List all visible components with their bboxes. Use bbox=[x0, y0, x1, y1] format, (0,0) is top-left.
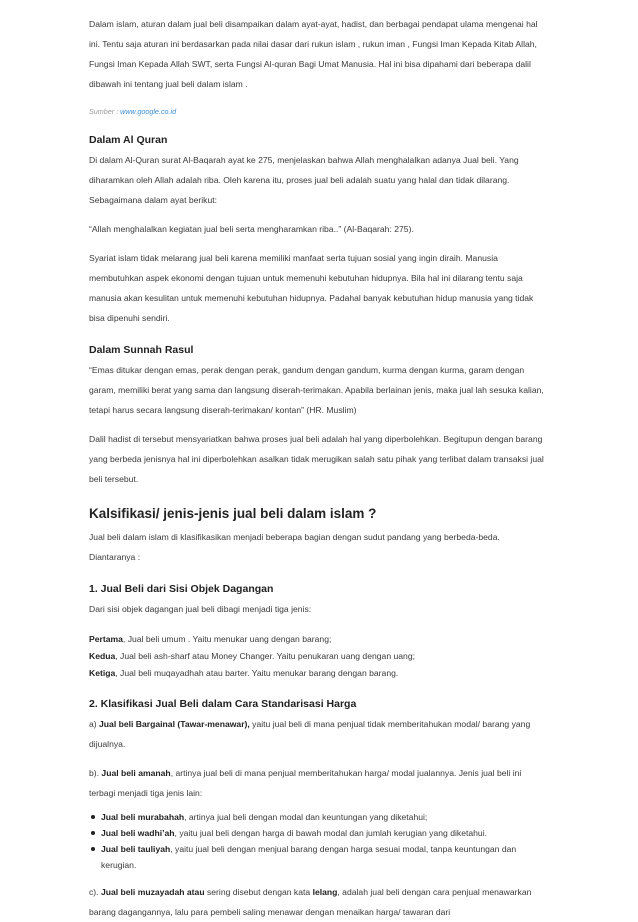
item-prefix: a) bbox=[89, 719, 100, 729]
source-link[interactable]: www.google.co.id bbox=[120, 107, 177, 116]
list-term: Ketiga bbox=[89, 668, 116, 678]
heading-klasifikasi: Kalsifikasi/ jenis-jenis jual beli dalam islam ? bbox=[89, 506, 377, 521]
heading-section-1: 1. Jual Beli dari Sisi Objek Dagangan bbox=[89, 583, 274, 595]
item-text: , adalah jual beli dengan cara penjual menawarkan barang dagangannya, lalu para pembeli saling menawar dengan menaikan harga/ tawaran dari bbox=[89, 887, 532, 917]
item-term: lelang bbox=[312, 887, 338, 897]
item-term: Jual beli muzayadah atau bbox=[100, 887, 205, 897]
sunnah-paragraph-2: Dalil hadist di tersebut mensyariatkan bahwa proses jual beli adalah hal yang diperbolehkan. Begitupun dengan barang yang berbeda jenisnya hal ini diperbolehkan asalkan tidak merugikan salah satu pihak yang terlibat dalam transaksi jual beli tersebut. bbox=[89, 434, 544, 484]
klasifikasi-paragraph: Jual beli dalam islam di klasifikasikan menjadi beberapa bagian dengan sudut pandang yang berbeda-beda. Diantaranya : bbox=[89, 532, 500, 562]
heading-section-2: 2. Klasifikasi Jual Beli dalam Cara Standarisasi Harga bbox=[89, 698, 357, 710]
item-text: , artinya jual beli di mana penjual memberitahukan harga/ modal jualannya. Jenis jual beli ini terbagi menjadi tiga jenis lain: bbox=[89, 768, 522, 798]
item-text: , yaitu jual beli dengan menjual barang dengan harga sesuai modal, tanpa keuntungan dan kerugian. bbox=[101, 844, 517, 870]
source-line bbox=[89, 106, 547, 118]
item-text: , yaitu jual beli dengan harga di bawah modal dan jumlah kerugian yang diketahui. bbox=[174, 828, 487, 838]
sunnah-paragraph-1: “Emas ditukar dengan emas, perak dengan perak, gandum dengan gandum, kurma dengan kurma, garam dengan garam, memiliki berat yang sama dan langsung diserah-terimakan. Apabila berlainan jenis, maka jual lah sesuka kalian, tetapi harus secara langsung diserah-terimakan/ kontan” (HR. Muslim) bbox=[89, 365, 544, 415]
source-label: Sumber : bbox=[89, 107, 121, 116]
item-term: Jual beli amanah bbox=[101, 768, 171, 778]
list-term: Kedua bbox=[89, 651, 116, 661]
intro-paragraph: Dalam islam, aturan dalam jual beli disampaikan dalam ayat-ayat, hadist, dan berbagai pendapat ulama mengenai hal ini. Tentu saja aturan ini berdasarkan pada nilai dasar dari rukun islam , rukun iman , Fungsi Iman Kepada Kitab Allah, Fungsi Iman Kepada Allah SWT, serta Fungsi Al-quran Bagi Umat Manusia. Hal ini bisa dipahami dari beberapa dalil dibawah ini tentang jual beli dalam islam . bbox=[89, 19, 538, 89]
heading-al-quran: Dalam Al Quran bbox=[89, 134, 168, 146]
item-text: sering disebut dengan kata bbox=[204, 887, 313, 897]
section-2-item-a bbox=[89, 714, 547, 754]
list-item bbox=[101, 841, 547, 873]
article bbox=[89, 14, 547, 922]
item-term: Jual beli murabahah bbox=[101, 812, 185, 822]
item-term: Jual beli Bargainal (Tawar-menawar), bbox=[99, 719, 250, 729]
heading-sunnah-rasul: Dalam Sunnah Rasul bbox=[89, 344, 194, 356]
list-item bbox=[101, 825, 547, 841]
quran-paragraph-2: Syariat islam tidak melarang jual beli karena memiliki manfaat serta tujuan sosial yang ingin diraih. Manusia membutuhkan aspek ekonomi dengan tujuan untuk memenuhi kebutuhan hidupnya. Bila hal ini dilarang tentu saja manusia akan kesulitan untuk memenuhi kebutuhan hidupnya. Padahal banyak kebutuhan hidup manusia yang tidak bisa dipenuhi sendiri. bbox=[89, 253, 534, 323]
quran-paragraph-1: Di dalam Al-Quran surat Al-Baqarah ayat ke 275, menjelaskan bahwa Allah menghalalkan adanya Jual beli. Yang diharamkan oleh Allah adalah riba. Oleh karena itu, proses jual beli adalah suatu yang halal dan tidak dilarang. Sebagaimana dalam ayat berikut: bbox=[89, 155, 519, 205]
list-term: Pertama bbox=[89, 634, 123, 644]
section-1-intro: Dari sisi objek dagangan jual beli dibagi menjadi tiga jenis: bbox=[89, 604, 312, 614]
item-text: yaitu jual beli di mana penjual tidak memberitahukan modal/ barang yang dijualnya. bbox=[89, 719, 531, 749]
list-text: , Jual beli umum . Yaitu menukar uang dengan barang; bbox=[122, 634, 332, 644]
section-1-list bbox=[89, 631, 547, 682]
amanah-bullet-list bbox=[89, 809, 547, 873]
item-term: Jual beli wadhi’ah bbox=[101, 828, 175, 838]
section-2-item-c bbox=[89, 882, 547, 922]
section-2-item-b bbox=[89, 763, 547, 803]
list-text: , Jual beli muqayadhah atau barter. Yaitu menukar barang dengan barang. bbox=[115, 668, 399, 678]
item-term: Jual beli tauliyah bbox=[101, 844, 171, 854]
item-text: , artinya jual beli dengan modal dan keuntungan yang diketahui; bbox=[184, 812, 428, 822]
list-text: , Jual beli ash-sharf atau Money Changer. Yaitu penukaran uang dengan uang; bbox=[115, 651, 415, 661]
quran-quote: “Allah menghalalkan kegiatan jual beli serta mengharamkan riba..” (Al-Baqarah: 275). bbox=[89, 224, 414, 234]
item-prefix: c). bbox=[89, 887, 101, 897]
item-prefix: b). bbox=[89, 768, 102, 778]
list-item bbox=[101, 809, 547, 825]
